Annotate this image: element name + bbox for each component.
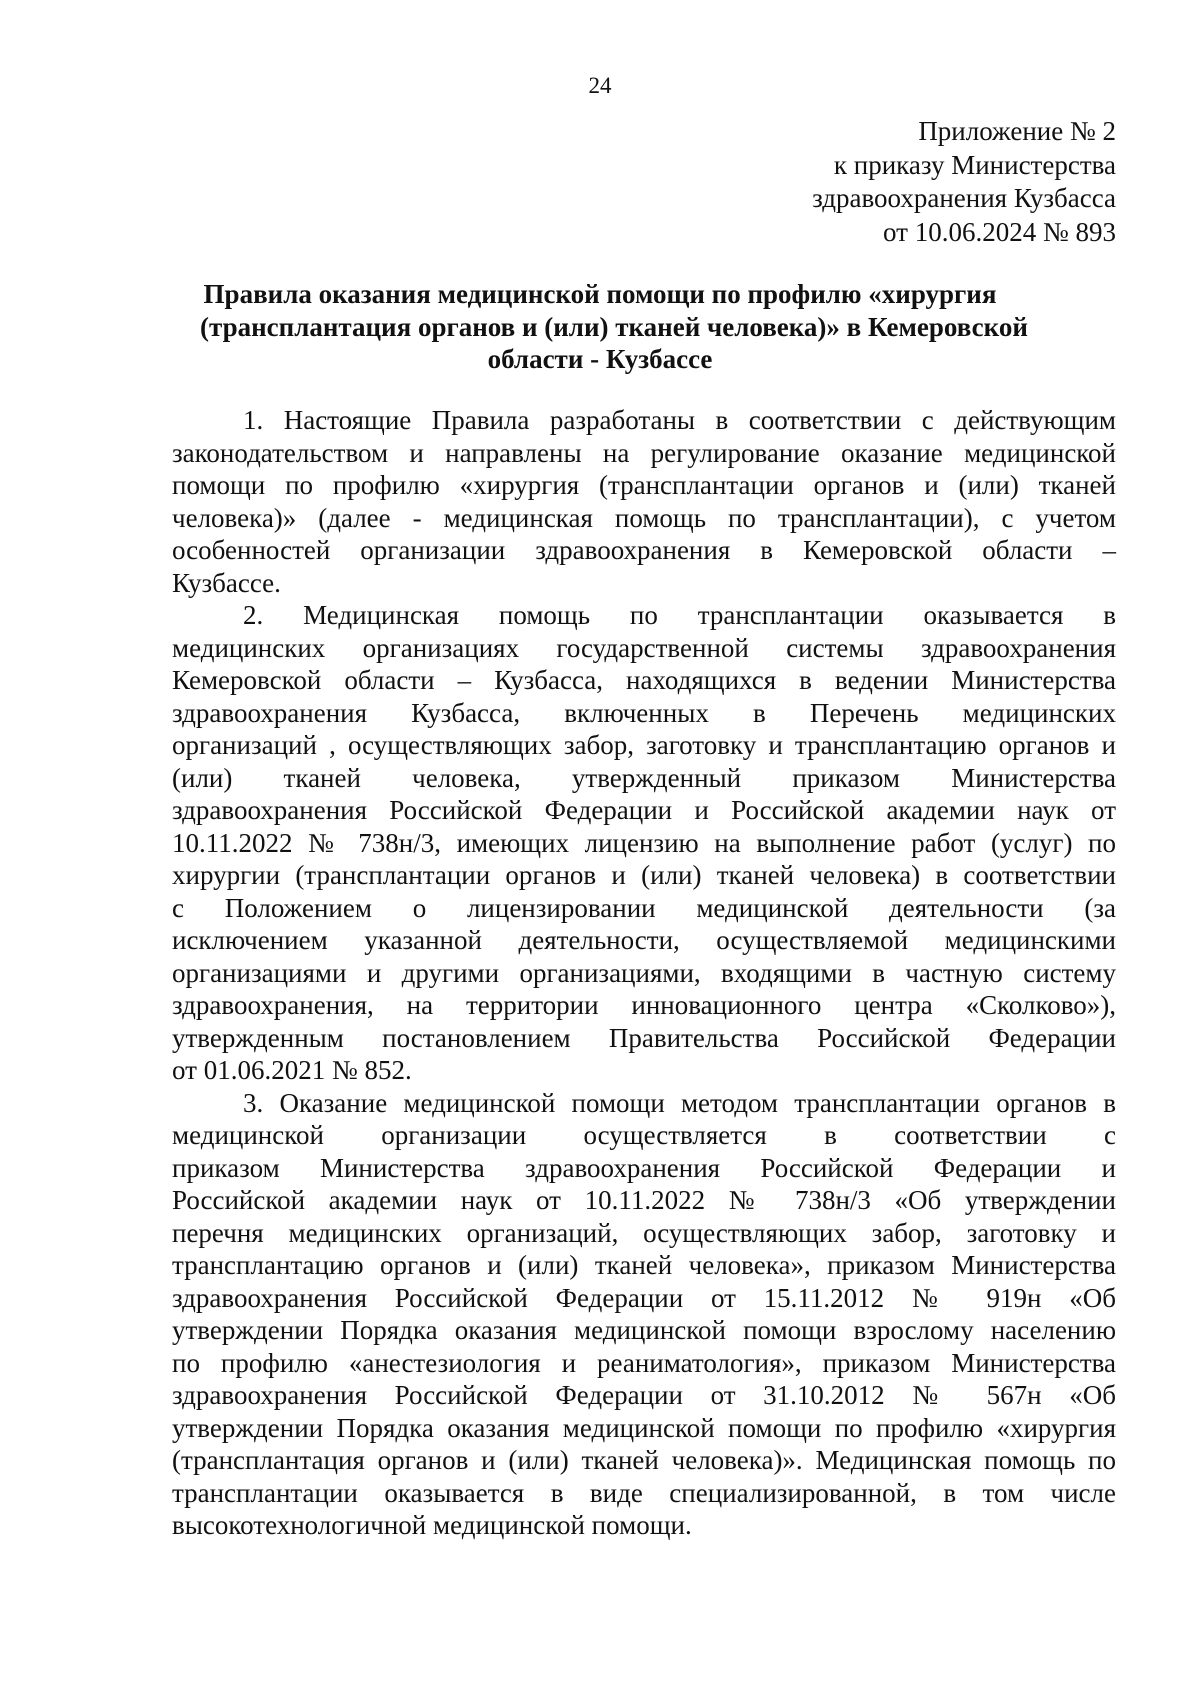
paragraph-line: утверждении Порядка оказания медицинской помощи по профилю «хирургия [172, 1412, 1116, 1443]
paragraph-line: 10.11.2022 № 738н/3, имеющих лицензию на выполнение работ (услуг) по [172, 827, 1116, 858]
appendix-header [812, 115, 1116, 249]
paragraph-line: медицинской организации осуществляется в соответствии с [172, 1120, 1116, 1150]
appendix-order-ref: к приказу Министерства [833, 149, 1116, 180]
paragraph-line: исключением указанной деятельности, осуществляемой медицинскими [172, 925, 1116, 955]
paragraph-line: высокотехнологичной медицинской помощи. [172, 1510, 692, 1540]
title-line: области - Кузбассе [487, 344, 713, 374]
paragraph-line: по профилю «анестезиология и реаниматология», приказом Министерства [172, 1347, 1116, 1378]
paragraph-line: законодательством и направлены на регулирование оказание медицинской [172, 437, 1116, 468]
paragraph-line: (трансплантация органов и (или) тканей человека)». Медицинская помощь по [172, 1445, 1116, 1475]
title-line: (трансплантация органов и (или) тканей человека)» в Кемеровской [200, 311, 1028, 342]
paragraph-line: здравоохранения Российской Федерации от 15.11.2012 № 919н «Об [172, 1282, 1116, 1313]
paragraph-line: с Положением о лицензировании медицинской деятельности (за [172, 892, 1116, 923]
paragraph-line: организациями и другими организациями, входящими в частную систему [172, 957, 1116, 988]
paragraph-line: хирургии (трансплантации органов и (или) тканей человека) в соответствии [172, 860, 1116, 890]
appendix-ministry: здравоохранения Кузбасса [812, 183, 1116, 213]
paragraph-line: приказом Министерства здравоохранения Российской Федерации и [172, 1152, 1116, 1183]
paragraph-1 [172, 404, 1116, 599]
paragraph-line: медицинских организациях государственной системы здравоохранения [172, 632, 1116, 663]
paragraph-line: трансплантацию органов и (или) тканей человека», приказом Министерства [172, 1250, 1116, 1280]
paragraph-line: 2. Медицинская помощь по трансплантации оказывается в [243, 600, 1116, 630]
document-title [200, 278, 1028, 376]
paragraph-line: организаций , осуществляющих забор, заготовку и трансплантацию органов и [172, 730, 1116, 760]
paragraph-line: 3. Оказание медицинской помощи методом трансплантации органов в [243, 1087, 1116, 1118]
paragraph-line: здравоохранения Кузбасса, включенных в Перечень медицинских [172, 697, 1116, 728]
paragraph-line: (или) тканей человека, утвержденный приказом Министерства [172, 762, 1116, 793]
page-number: 24 [588, 73, 612, 98]
paragraph-line: помощи по профилю «хирургия (трансплантации органов и (или) тканей [172, 470, 1116, 500]
paragraph-line: Российской академии наук от 10.11.2022 № 738н/3 «Об утверждении [172, 1185, 1116, 1215]
paragraph-line: трансплантации оказывается в виде специализированной, в том числе [172, 1477, 1116, 1508]
title-line: Правила оказания медицинской помощи по профилю «хирургия [203, 279, 997, 309]
document-body [172, 404, 1116, 1542]
paragraph-line: Кемеровской области – Кузбасса, находящихся в ведении Министерства [172, 665, 1116, 695]
paragraph-2 [172, 599, 1116, 1087]
paragraph-line: 1. Настоящие Правила разработаны в соответствии с действующим [243, 405, 1116, 435]
appendix-number: Приложение № 2 [918, 116, 1116, 146]
paragraph-line: особенностей организации здравоохранения в Кемеровской области – [172, 535, 1116, 565]
appendix-order-date: от 10.06.2024 № 893 [883, 216, 1116, 247]
paragraph-line: здравоохранения, на территории инновационного центра «Сколково»), [172, 990, 1116, 1020]
paragraph-3 [172, 1087, 1116, 1542]
paragraph-line: Кузбассе. [172, 567, 281, 598]
paragraph-line: перечня медицинских организаций, осуществляющих забор, заготовку и [172, 1217, 1116, 1248]
paragraph-line: утвержденным постановлением Правительства Российской Федерации [172, 1022, 1116, 1053]
paragraph-line: здравоохранения Российской Федерации и Российской академии наук от [172, 795, 1116, 825]
paragraph-line: утверждении Порядка оказания медицинской помощи взрослому населению [172, 1315, 1116, 1345]
paragraph-line: здравоохранения Российской Федерации от 31.10.2012 № 567н «Об [172, 1380, 1116, 1410]
paragraph-line: от 01.06.2021 № 852. [172, 1055, 412, 1085]
paragraph-line: человека)» (далее - медицинская помощь по трансплантации), с учетом [172, 502, 1116, 533]
